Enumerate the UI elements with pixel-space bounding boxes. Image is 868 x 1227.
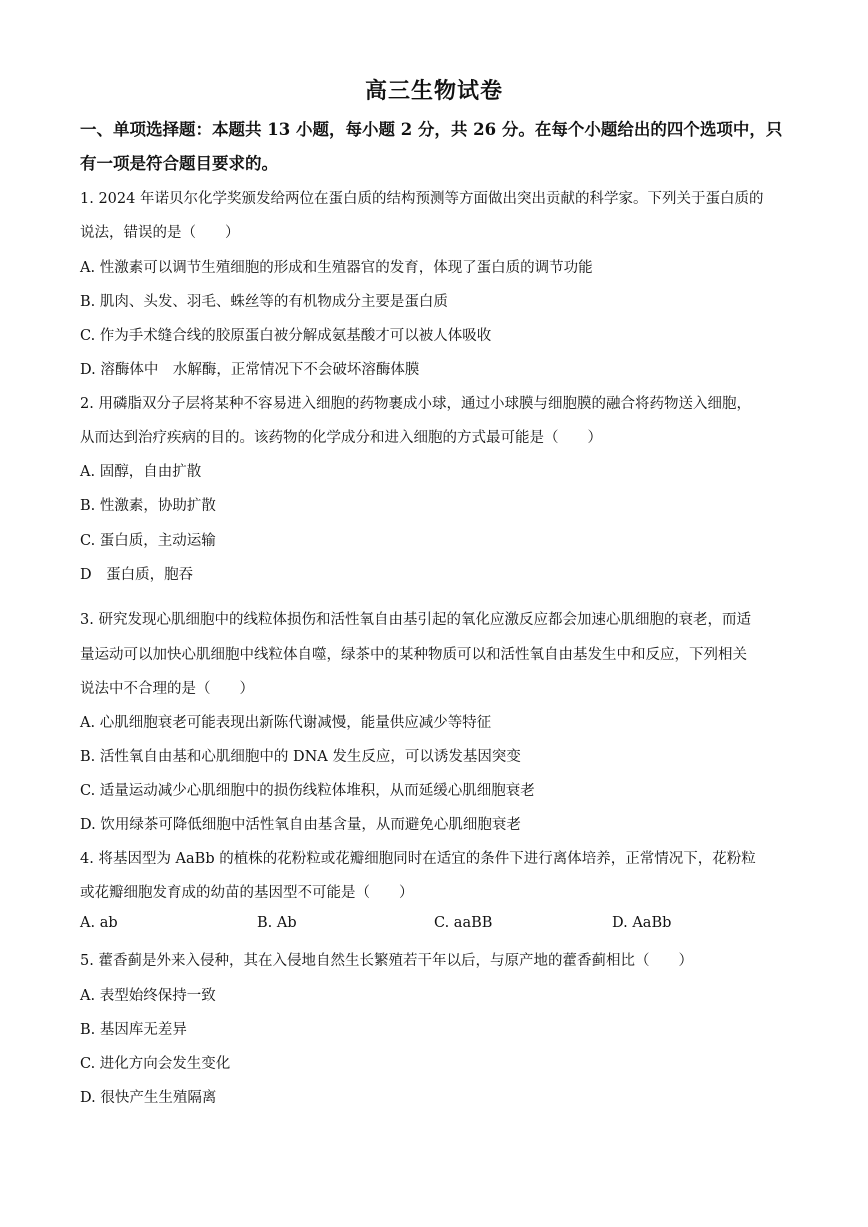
q3-option-b: B. 活性氧自由基和心肌细胞中的 DNA 发生反应，可以诱发基因突变 — [80, 749, 521, 765]
q2-option-d: D 蛋白质，胞吞 — [80, 567, 194, 583]
q4-stem-line1: 4. 将基因型为 AaBb 的植株的花粉粒或花瓣细胞同时在适宜的条件下进行离体培养，正常情况下，花粉粒 — [80, 851, 756, 867]
q2-option-c: C. 蛋白质，主动运输 — [80, 533, 216, 549]
q3-stem-line2: 量运动可以加快心肌细胞中线粒体自噬，绿茶中的某种物质可以和活性氧自由基发生中和反应，下列相关 — [80, 647, 747, 663]
q1-stem-line2: 说法，错误的是（ ） — [80, 225, 240, 241]
q1-stem-line1: 1. 2024 年诺贝尔化学奖颁发给两位在蛋白质的结构预测等方面做出突出贡献的科学家。下列关于蛋白质的 — [80, 191, 764, 207]
q3-option-a: A. 心肌细胞衰老可能表现出新陈代谢减慢，能量供应减少等特征 — [80, 715, 492, 731]
q4-option-c: C. aaBB — [434, 915, 493, 931]
q3-option-c: C. 适量运动减少心肌细胞中的损伤线粒体堆积，从而延缓心肌细胞衰老 — [80, 783, 535, 799]
section-heading: 一、单项选择题：本题共 13 小题，每小题 2 分，共 26 分。在每个小题给出的四个选项中，只有一项是符合题目要求的。 — [80, 120, 783, 173]
q1-option-a: A. 性激素可以调节生殖细胞的形成和生殖器官的发育，体现了蛋白质的调节功能 — [80, 260, 593, 276]
q3-stem-line1: 3. 研究发现心肌细胞中的线粒体损伤和活性氧自由基引起的氧化应激反应都会加速心肌细胞的衰老，而适 — [80, 612, 751, 628]
q4-option-d: D. AaBb — [612, 915, 672, 931]
q5-option-c: C. 进化方向会发生变化 — [80, 1056, 231, 1072]
q2-stem-line1: 2. 用磷脂双分子层将某种不容易进入细胞的药物裹成小球，通过小球膜与细胞膜的融合将药物送入细胞， — [80, 396, 751, 412]
q2-option-a: A. 固醇，自由扩散 — [80, 464, 202, 480]
q4-option-a: A. ab — [80, 915, 118, 931]
q5-stem-line1: 5. 藿香蓟是外来入侵种，其在入侵地自然生长繁殖若干年以后，与原产地的藿香蓟相比（ ） — [80, 953, 693, 969]
q3-option-d: D. 饮用绿茶可降低细胞中活性氧自由基含量，从而避免心肌细胞衰老 — [80, 817, 521, 833]
exam-title: 高三生物试卷 — [364, 78, 503, 104]
q2-option-b: B. 性激素，协助扩散 — [80, 498, 216, 514]
q4-option-b: B. Ab — [257, 915, 297, 931]
q5-option-a: A. 表型始终保持一致 — [80, 988, 216, 1004]
q4-stem-line2: 或花瓣细胞发育成的幼苗的基因型不可能是（ ） — [80, 885, 414, 901]
q5-option-b: B. 基因库无差异 — [80, 1022, 187, 1038]
q3-stem-line3: 说法中不合理的是（ ） — [80, 681, 254, 697]
q5-option-d: D. 很快产生生殖隔离 — [80, 1090, 217, 1106]
q1-option-b: B. 肌肉、头发、羽毛、蛛丝等的有机物成分主要是蛋白质 — [80, 294, 448, 310]
q1-option-d: D. 溶酶体中 水解酶，正常情况下不会破坏溶酶体膜 — [80, 362, 420, 378]
q1-option-c: C. 作为手术缝合线的胶原蛋白被分解成氨基酸才可以被人体吸收 — [80, 328, 492, 344]
q2-stem-line2: 从而达到治疗疾病的目的。该药物的化学成分和进入细胞的方式最可能是（ ） — [80, 430, 602, 446]
